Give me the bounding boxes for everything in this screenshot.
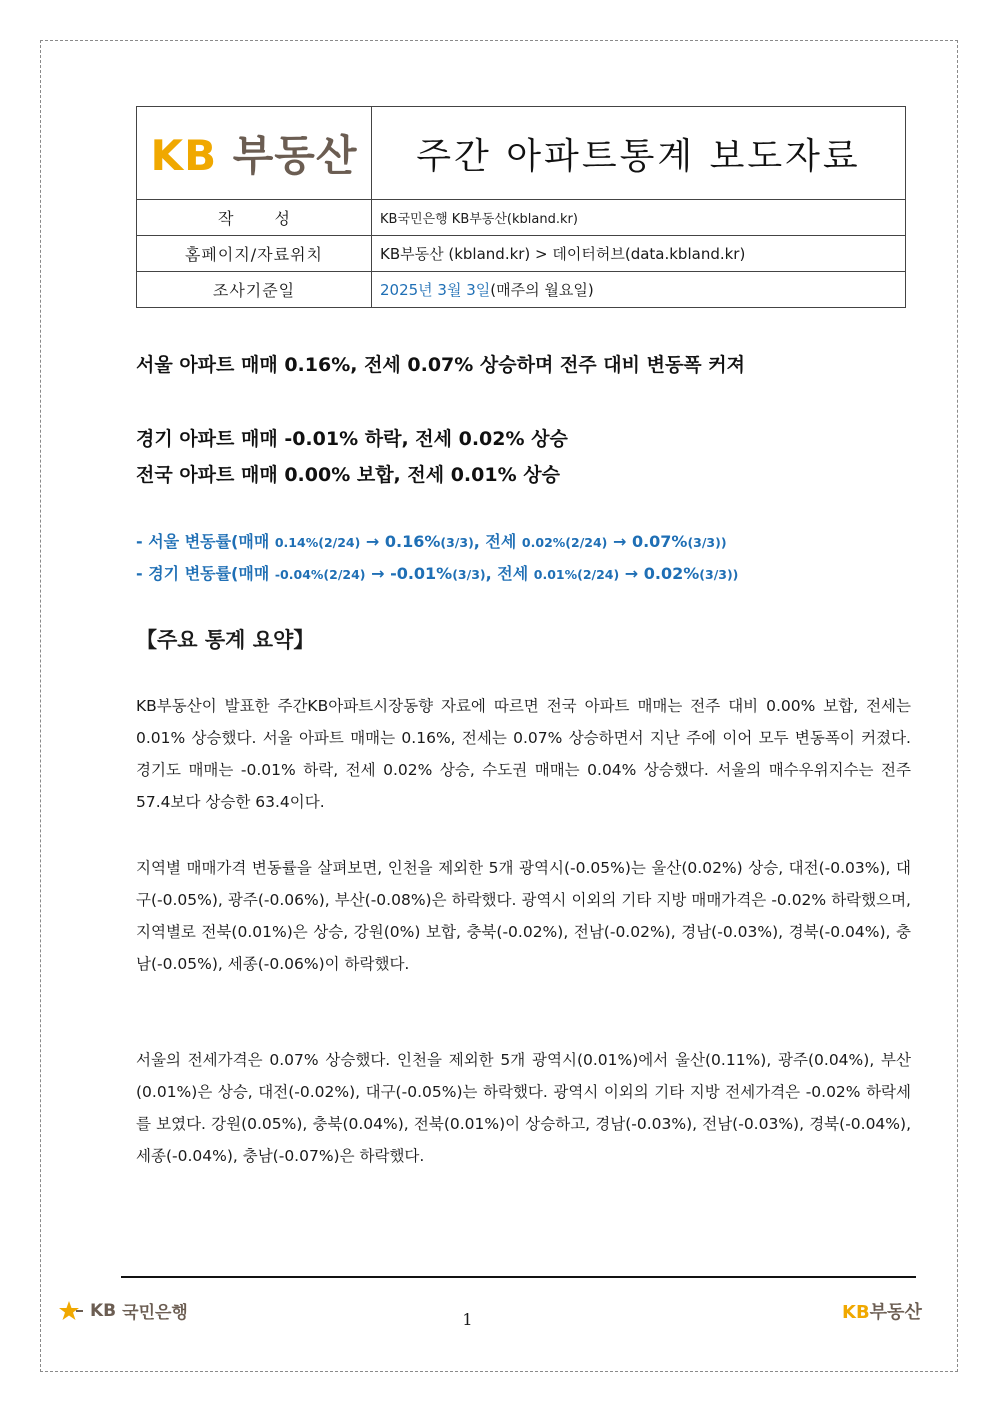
headline-national: 전국 아파트 매매 0.00% 보합, 전세 0.01% 상승 (136, 464, 560, 486)
kb-kookmin-bank-logo: KB 국민은행 (58, 1298, 188, 1323)
value-author: KB국민은행 KB부동산(kbland.kr) (372, 200, 906, 236)
arrow-icon: → (365, 532, 380, 551)
kb-land-footer-logo: KB부동산 (842, 1302, 922, 1323)
headline-gyeonggi: 경기 아파트 매매 -0.01% 하락, 전세 0.02% 상승 (136, 428, 568, 450)
arrow-icon: → (371, 564, 385, 583)
label-author: 작 성 (137, 200, 372, 236)
page-number: 1 (462, 1310, 473, 1329)
paragraph-sale-regions: 지역별 매매가격 변동률을 살펴보면, 인천을 제외한 5개 광역시(-0.05%)는 울산(0.02%) 상승, 대전(-0.03%), 대구(-0.05%), 광주(-0.06%), 부산(-0.08%)은 하락했다. 광역시 이외의 기타 지방 매매가격은 -0.02% 하락했으며, 지역별로 전북(0.01%)은 상승, 강원(0%) 보합, 충북(-0.02%), 전남(-0.02%), 경남(-0.03%), 경북(-0.04%), 충남(-0.05%), 세종(-0.06%)이 하락했다. (136, 859, 911, 973)
change-line-gyeonggi: - 경기 변동률(매매 -0.04%(2/24) → -0.01%(3/3), 전세 0.01%(2/24) → 0.02%(3/3)) (136, 564, 739, 583)
label-homepage: 홈페이지/자료위치 (137, 236, 372, 272)
document-title: 주간 아파트통계 보도자료 (372, 107, 906, 200)
value-survey-date (372, 272, 906, 308)
arrow-icon: → (612, 532, 627, 551)
survey-date: 2025년 3월 3일 (380, 281, 491, 299)
logo-cell (137, 107, 372, 200)
headline-seoul: 서울 아파트 매매 0.16%, 전세 0.07% 상승하며 전주 대비 변동폭 커져 (136, 354, 745, 376)
section-title: 【주요 통계 요약】 (136, 628, 315, 652)
arrow-icon: → (624, 564, 639, 583)
paragraph-jeonse-regions: 서울의 전세가격은 0.07% 상승했다. 인천을 제외한 5개 광역시(0.01%)에서 울산(0.11%), 광주(0.04%), 부산(0.01%)은 상승, 대전(-0.02%), 대구(-0.05%)는 하락했다. 광역시 이외의 기타 지방 전세가격은 -0.02% 하락세를 보였다. 강원(0.05%), 충북(0.04%), 전북(0.01%)이 상승하고, 경남(-0.03%), 전남(-0.03%), 경북(-0.04%), 세종(-0.04%), 충남(-0.07%)은 하락했다. (136, 1051, 911, 1165)
label-survey-date: 조사기준일 (137, 272, 372, 308)
value-homepage: KB부동산 (kbland.kr) > 데이터허브(data.kbland.kr) (372, 236, 906, 272)
kb-land-logo: KB 부동산 (150, 131, 358, 180)
paragraph-summary: KB부동산이 발표한 주간KB아파트시장동향 자료에 따르면 전국 아파트 매매는 전주 대비 0.00% 보합, 전세는 0.01% 상승했다. 서울 아파트 매매는 0.16%, 전세는 0.07% 상승하면서 지난 주에 이어 모두 변동폭이 커졌다. 경기도 매매는 -0.01% 하락, 전세 0.02% 상승, 수도권 매매는 0.04% 상승했다. 서울의 매수우위지수는 전주 57.4보다 상승한 63.4이다. (136, 697, 911, 811)
change-line-seoul: - 서울 변동률(매매 0.14%(2/24) → 0.16%(3/3), 전세 0.02%(2/24) → 0.07%(3/3)) (136, 532, 727, 551)
footer-divider (121, 1276, 916, 1278)
header-table (136, 106, 906, 308)
survey-date-note: (매주의 월요일) (490, 281, 594, 299)
